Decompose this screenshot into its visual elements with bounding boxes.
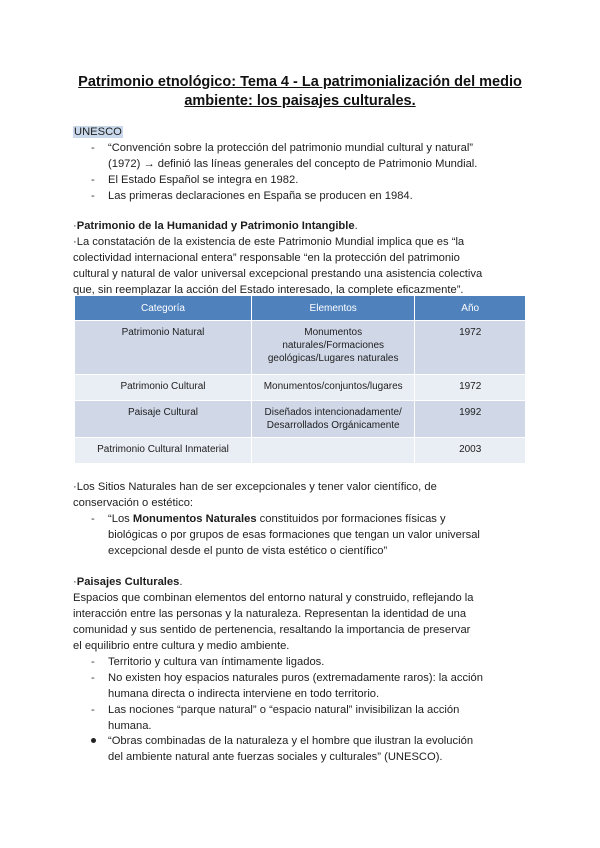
- unesco-label: [73, 124, 123, 140]
- landscapes-heading: [73, 574, 182, 590]
- humanity-heading-text: Patrimonio de la Humanidad y Patrimonio Intangible: [76, 220, 355, 232]
- landscapes-paragraph-line-2: interacción entre las personas y la naturaleza. Representan la identidad de una: [73, 608, 467, 620]
- landscapes-dot-bullet-line-2: del ambiente natural ante fuerzas sociales y culturales” (UNESCO).: [108, 751, 443, 763]
- landscapes-bullet-2-line-2: humana directa o indirecta interviene en todo territorio.: [108, 688, 380, 700]
- natural-monuments-quote-line-3: excepcional desde el punto de vista estético o científico”: [108, 545, 388, 557]
- cell-year: 1992: [415, 401, 526, 438]
- unesco-bullet-3: Las primeras declaraciones en España se producen en 1984.: [108, 190, 413, 202]
- bullet-dash: -: [91, 174, 95, 186]
- cell-elements: [251, 321, 414, 375]
- bullet-dash: -: [91, 672, 95, 684]
- title-line-1: Patrimonio etnológico: Tema 4 - La patrimonialización del medio: [78, 74, 522, 90]
- table-row: [75, 401, 526, 438]
- unesco-highlight: UNESCO: [74, 126, 122, 138]
- landscapes-paragraph-line-4: el equilibrio entre cultura y medio ambiente.: [73, 640, 290, 652]
- cell-elements-line: Monumentos/conjuntos/lugares: [263, 381, 403, 392]
- title-line-2: ambiente: los paisajes culturales.: [184, 93, 416, 109]
- landscapes-paragraph-line-1: Espacios que combinan elementos del entorno natural y construido, reflejando la: [73, 592, 474, 604]
- page-title: [60, 73, 540, 111]
- natural-sites-line-2: conservación o estético:: [73, 497, 194, 509]
- quote-open: “Los: [108, 513, 133, 525]
- cell-category: Patrimonio Cultural: [75, 375, 252, 401]
- table-row: [75, 375, 526, 401]
- bullet-dash: -: [91, 513, 95, 525]
- cell-elements: [251, 438, 414, 464]
- cell-elements-line: Diseñados intencionadamente/: [264, 407, 402, 418]
- cell-elements: [251, 375, 414, 401]
- table-header-row: [75, 296, 526, 321]
- quote-bold-term: Monumentos Naturales: [132, 513, 257, 525]
- cell-category: Paisaje Cultural: [75, 401, 252, 438]
- humanity-paragraph-line-4: que, sin reemplazar la acción del Estado interesado, la complete eficazmente”.: [73, 284, 464, 296]
- natural-sites-line-1: ·Los Sitios Naturales han de ser excepcionales y tener valor científico, de: [73, 481, 437, 493]
- humanity-paragraph-line-1: ·La constatación de la existencia de este Patrimonio Mundial implica que es “la: [73, 236, 465, 248]
- heading-dot: ·: [73, 220, 77, 232]
- landscapes-bullet-3-line-1: Las nociones “parque natural” o “espacio natural” invisibilizan la acción: [108, 704, 460, 716]
- cell-year: 2003: [415, 438, 526, 464]
- heading-dot: ·: [73, 576, 77, 588]
- natural-monuments-quote-line-2: biológicas o por grupos de esas formaciones que tengan un valor universal: [108, 529, 480, 541]
- heading-period: .: [179, 576, 183, 588]
- heading-period: .: [354, 220, 358, 232]
- bullet-dot-icon: [91, 738, 96, 743]
- cell-year: 1972: [415, 375, 526, 401]
- table-row: [75, 438, 526, 464]
- heritage-table: [74, 295, 526, 464]
- table-row: [75, 321, 526, 375]
- unesco-bullet-2: El Estado Español se integra en 1982.: [108, 174, 299, 186]
- header-elementos: Elementos: [251, 296, 414, 321]
- cell-elements-line: naturales/Formaciones: [282, 340, 385, 351]
- landscapes-paragraph-line-3: comunidad y sus sentido de pertenencia, resaltando la importancia de preservar: [73, 624, 471, 636]
- bullet-dash: -: [91, 656, 95, 668]
- bullet-dash: -: [91, 704, 95, 716]
- humanity-paragraph-line-2: colectividad internacional entera” responsable “en la protección del patrimonio: [73, 252, 460, 264]
- header-ano: Año: [415, 296, 526, 321]
- unesco-bullet-1-line-2: (1972) → definió las líneas generales del concepto de Patrimonio Mundial.: [108, 158, 478, 170]
- landscapes-bullet-3-line-2: humana.: [108, 720, 152, 732]
- cell-category: Patrimonio Natural: [75, 321, 252, 375]
- quote-rest: constituidos por formaciones físicas y: [256, 513, 446, 525]
- cell-elements-line: geológicas/Lugares naturales: [267, 353, 399, 364]
- bullet-dash: -: [91, 190, 95, 202]
- landscapes-bullet-1: Territorio y cultura van íntimamente ligados.: [108, 656, 325, 668]
- header-categoria: Categoría: [75, 296, 252, 321]
- humanity-heading: [73, 218, 358, 234]
- landscapes-bullet-2-line-1: No existen hoy espacios naturales puros (extremadamente raros): la acción: [108, 672, 483, 684]
- landscapes-dot-bullet-line-1: “Obras combinadas de la naturaleza y el hombre que ilustran la evolución: [108, 735, 474, 747]
- natural-monuments-quote-line-1: [108, 511, 446, 527]
- bullet-dash: -: [91, 142, 95, 154]
- cell-elements-line: Desarrollados Orgánicamente: [266, 420, 400, 431]
- humanity-paragraph-line-3: cultural y natural de valor universal excepcional prestando una asistencia colectiva: [73, 268, 483, 280]
- cell-year: 1972: [415, 321, 526, 375]
- landscapes-heading-text: Paisajes Culturales: [76, 576, 180, 588]
- cell-category: Patrimonio Cultural Inmaterial: [75, 438, 252, 464]
- unesco-bullet-1-line-1: “Convención sobre la protección del patrimonio mundial cultural y natural”: [108, 142, 474, 154]
- cell-elements: [251, 401, 414, 438]
- cell-elements-line: Monumentos: [304, 327, 363, 338]
